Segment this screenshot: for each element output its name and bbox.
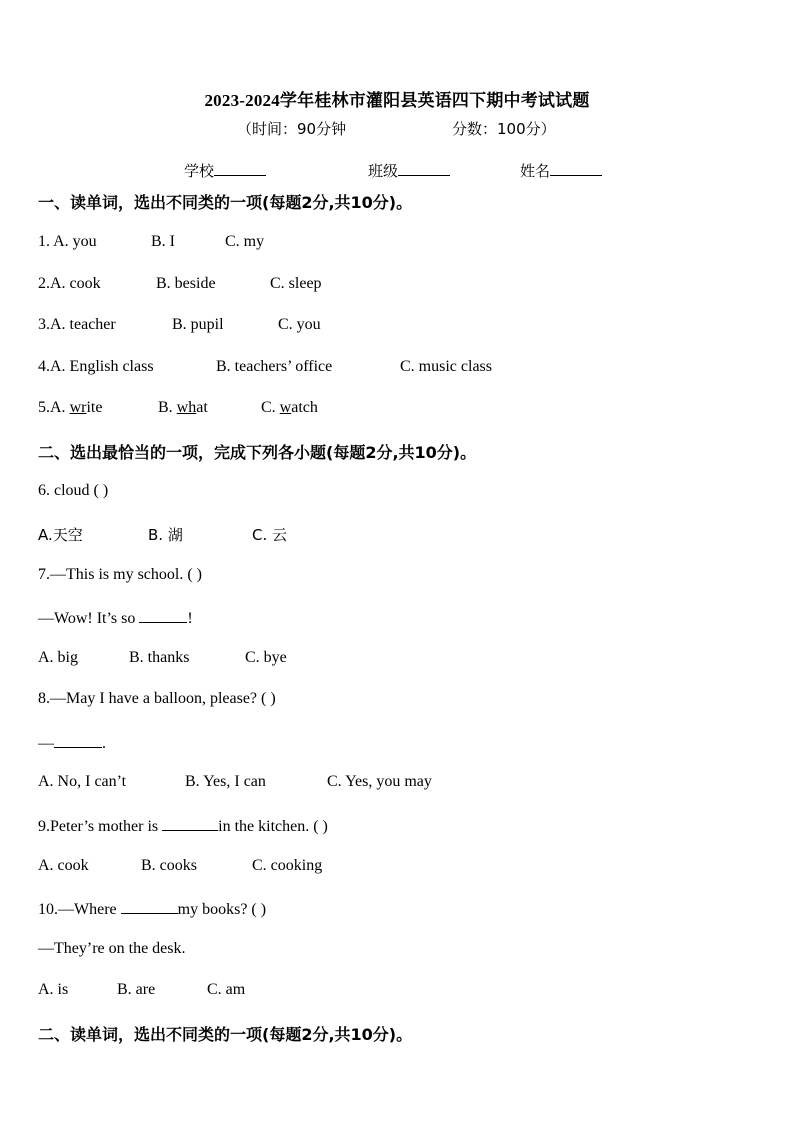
reply-text: —Wow! It’s so <box>38 610 140 627</box>
option-a: A. English class <box>50 358 154 375</box>
stem-text: 9.Peter’s mother is <box>38 818 163 835</box>
option-c: C. music class <box>400 358 492 375</box>
option-b: B. 湖 <box>148 526 183 544</box>
option-b: B. beside <box>156 275 216 292</box>
option-b: B. teachers’ office <box>216 358 333 375</box>
option-b: B. I <box>151 233 175 250</box>
question-5 <box>38 399 318 417</box>
question-number: 3. <box>38 316 50 333</box>
option-c: C. 云 <box>252 526 288 544</box>
score-label: 分数：100分） <box>452 120 556 138</box>
exam-subtitle <box>237 118 556 139</box>
reply-text: — <box>38 735 54 752</box>
option-c-prefix: C. <box>261 399 280 416</box>
answer-blank <box>162 815 218 831</box>
question-6-options <box>38 524 288 545</box>
option-a: A. you <box>53 233 97 250</box>
answer-blank <box>139 607 187 623</box>
question-10-reply: —They’re on the desk. <box>38 940 186 957</box>
option-c: C. bye <box>245 649 287 666</box>
question-9-options <box>38 857 323 875</box>
question-number: 5. <box>38 399 50 416</box>
option-b: B. cooks <box>141 857 197 874</box>
stem-text-end: my books? ( ) <box>177 901 267 918</box>
question-number: 2. <box>38 275 50 292</box>
question-8-reply <box>38 732 106 753</box>
name-label: 姓名 <box>520 162 551 180</box>
name-blank <box>550 161 602 176</box>
answer-blank <box>54 732 102 748</box>
option-b-underlined: wh <box>176 399 197 416</box>
option-a: A. cook <box>50 275 101 292</box>
school-field <box>184 160 266 181</box>
class-blank <box>398 161 450 176</box>
question-4 <box>38 358 492 376</box>
option-c: C. cooking <box>252 857 323 874</box>
option-b-suffix: at <box>196 399 208 416</box>
option-c: C. you <box>278 316 321 333</box>
option-a: A.天空 <box>38 526 83 544</box>
option-c-suffix: atch <box>291 399 318 416</box>
question-8-options <box>38 773 432 791</box>
option-c: C. Yes, you may <box>327 773 432 790</box>
answer-blank <box>121 898 178 914</box>
option-a: A. No, I can’t <box>38 773 127 790</box>
question-8-stem: 8.—May I have a balloon, please? ( ) <box>38 690 276 707</box>
option-a: A. cook <box>38 857 89 874</box>
class-field <box>368 160 450 181</box>
question-10-options <box>38 981 246 999</box>
question-number: 4. <box>38 358 50 375</box>
option-a: A. teacher <box>50 316 116 333</box>
exam-title: 2023-2024学年桂林市灌阳县英语四下期中考试试题 <box>204 91 590 110</box>
stem-text: 10.—Where <box>38 901 121 918</box>
question-6-stem: 6. cloud ( ) <box>38 482 109 499</box>
section2-heading: 二、选出最恰当的一项，完成下列各小题(每题2分,共10分)。 <box>38 443 477 462</box>
option-a: A. big <box>38 649 78 666</box>
question-3 <box>38 316 321 334</box>
question-7-reply <box>38 607 193 628</box>
option-a-suffix: ite <box>86 399 103 416</box>
time-label: （时间：90分钟 <box>237 120 347 138</box>
option-b: B. are <box>117 981 156 998</box>
question-7-options <box>38 649 287 667</box>
option-c: C. sleep <box>270 275 322 292</box>
question-9-stem <box>38 815 328 836</box>
option-c: C. my <box>225 233 265 250</box>
section3-heading: 二、读单词，选出不同类的一项(每题2分,共10分)。 <box>38 1025 413 1044</box>
question-1 <box>38 233 265 251</box>
option-c: C. am <box>207 981 246 998</box>
option-a: A. is <box>38 981 69 998</box>
option-b: B. pupil <box>172 316 224 333</box>
class-label: 班级 <box>368 162 399 180</box>
option-a-underlined: wr <box>69 399 87 416</box>
option-b: B. Yes, I can <box>185 773 266 790</box>
reply-end: . <box>102 735 106 752</box>
option-b-prefix: B. <box>158 399 177 416</box>
question-10-stem <box>38 898 266 919</box>
stem-text-end: in the kitchen. ( ) <box>218 818 328 835</box>
question-7-stem: 7.—This is my school. ( ) <box>38 566 202 583</box>
option-b: B. thanks <box>129 649 190 666</box>
option-c-underlined: w <box>279 399 292 416</box>
question-2 <box>38 275 322 293</box>
school-blank <box>214 161 266 176</box>
question-number: 1. <box>38 233 54 250</box>
section1-heading: 一、读单词，选出不同类的一项(每题2分,共10分)。 <box>38 193 413 212</box>
option-a-prefix: A. <box>50 399 70 416</box>
name-field <box>520 160 602 181</box>
reply-end: ! <box>187 610 193 627</box>
school-label: 学校 <box>184 162 215 180</box>
